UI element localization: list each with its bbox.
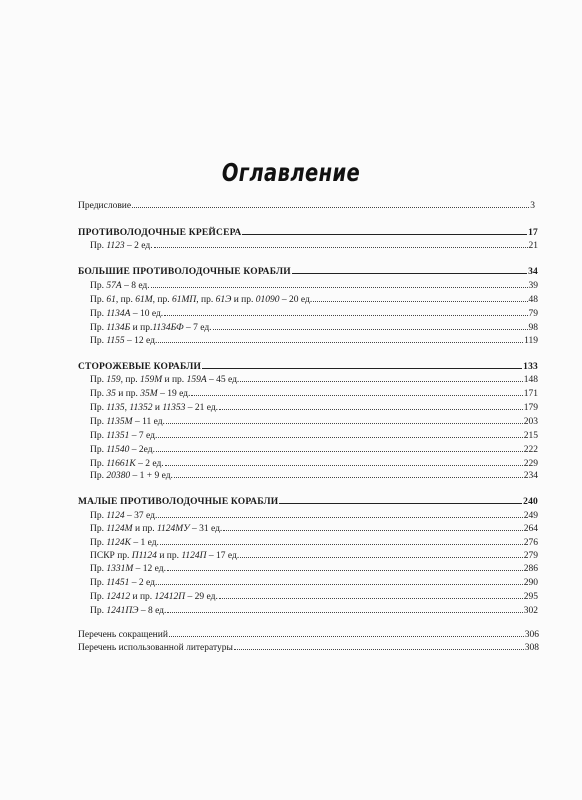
toc-page-number: 79 — [528, 309, 538, 319]
dot-leader — [158, 334, 523, 343]
toc-label-part: Пр. — [90, 281, 107, 291]
dot-leader — [313, 293, 527, 302]
toc-page-number: 264 — [523, 524, 538, 534]
toc-entry-label — [90, 510, 157, 522]
toc-page-number: 286 — [523, 564, 538, 574]
toc-page-number: 119 — [524, 336, 538, 346]
dot-leader — [167, 604, 522, 613]
toc-label-part: Пр. — [90, 524, 107, 534]
toc-label-part: ПРОТИВОЛОДОЧНЫЕ КРЕЙСЕРА — [78, 228, 242, 238]
toc-label-part: 1135М — [106, 417, 133, 427]
toc-page-number: 39 — [528, 281, 538, 291]
toc-label-part: 11540 — [106, 445, 130, 455]
toc-entry-row[interactable] — [90, 293, 538, 305]
toc-entry-label — [90, 374, 239, 386]
dot-leader — [234, 641, 524, 650]
toc-label-part: Пр. — [90, 323, 107, 333]
toc-label-part: , пр. — [115, 295, 136, 305]
toc-label-part: – 7 ед. — [183, 323, 212, 333]
toc-entry-row[interactable] — [90, 509, 538, 521]
dot-leader — [151, 279, 528, 288]
toc-label-part: – 20 ед. — [279, 295, 313, 305]
toc-entry-label — [90, 550, 239, 562]
toc-label-part: 1134Б — [106, 323, 131, 333]
dot-leader — [242, 226, 527, 235]
toc-label-part: и пр. — [130, 323, 153, 333]
toc-label-part: ПСКР пр. — [90, 551, 132, 561]
toc-page-number: 21 — [528, 241, 538, 251]
toc-entry-row[interactable] — [90, 279, 538, 291]
toc-entry-label — [90, 577, 157, 589]
toc-label-part: Пр. — [90, 538, 107, 548]
toc-label-part: Пр. — [90, 445, 107, 455]
dot-leader — [154, 239, 528, 248]
toc-label-part: 11661К — [106, 459, 136, 469]
toc-entry-label — [78, 642, 233, 654]
dot-leader — [166, 415, 523, 424]
toc-label-part: 1135 — [106, 403, 125, 413]
toc-label-part: 1124П — [181, 551, 207, 561]
toc-label-part: Пр. — [90, 471, 107, 481]
toc-page-number: 302 — [523, 606, 538, 616]
toc-label-part: 11451 — [106, 578, 130, 588]
toc-label-part: МАЛЫЕ ПРОТИВОЛОДОЧНЫЕ КОРАБЛИ — [78, 497, 279, 507]
toc-label-part: и пр. — [115, 389, 141, 399]
toc-label-part: 1124МУ — [157, 524, 190, 534]
toc-label-part: – 37 ед. — [124, 511, 158, 521]
toc-label-part: Пр. — [90, 606, 107, 616]
toc-entry-label — [90, 388, 190, 400]
toc-label-part: СТОРОЖЕВЫЕ КОРАБЛИ — [78, 362, 202, 372]
toc-label-part: , — [124, 403, 130, 413]
toc-label-part: Пр. — [90, 336, 107, 346]
toc-label-part: 1124М — [106, 524, 133, 534]
toc-label-part: 1134А — [106, 309, 131, 319]
toc-label-part: 20380 — [106, 471, 131, 481]
toc-label-part: 61М — [135, 295, 153, 305]
toc-page-number: 306 — [524, 630, 539, 640]
toc-label-part: – 12 ед. — [133, 564, 166, 574]
dot-leader — [174, 469, 523, 478]
dot-leader — [223, 522, 522, 531]
toc-entry-label — [90, 240, 153, 252]
toc-page-number: 98 — [528, 323, 538, 333]
toc-label-part: Пр. — [90, 389, 107, 399]
toc-entry-row[interactable] — [90, 522, 538, 534]
toc-label-part: 159А — [186, 375, 207, 385]
toc-label-part: Предисловие — [78, 201, 132, 211]
dot-leader — [158, 509, 522, 518]
toc-label-part: – 11 ед. — [132, 417, 165, 427]
dot-leader — [165, 457, 523, 466]
toc-entry-row[interactable] — [90, 429, 538, 441]
toc-section-row[interactable] — [78, 226, 538, 238]
toc-label-part: 1331М — [106, 564, 134, 574]
toc-label-part: – 19 ед. — [157, 389, 191, 399]
toc-label-part: Пр. — [90, 431, 107, 441]
toc-entry-row[interactable] — [78, 641, 539, 653]
toc-entry-row[interactable] — [90, 307, 538, 319]
toc-label-part: 1124К — [106, 538, 131, 548]
toc-page-number: 222 — [523, 445, 538, 455]
toc-entry-label — [78, 200, 131, 212]
dot-leader — [240, 549, 523, 558]
toc-entry-row[interactable] — [90, 549, 538, 561]
toc-label-part: , пр. — [152, 295, 172, 305]
toc-label-part: Пр. — [90, 417, 107, 427]
dot-leader — [292, 265, 527, 274]
toc-label-part: и — [152, 403, 163, 413]
toc-entry-row[interactable] — [90, 576, 538, 588]
toc-label-part: Пр. — [90, 309, 107, 319]
toc-label-part: – 8 ед. — [121, 281, 150, 291]
toc-label-part: 1134БФ — [152, 323, 184, 333]
toc-entry-label — [78, 629, 168, 641]
toc-entry-label — [90, 335, 157, 347]
dot-leader — [219, 401, 523, 410]
toc-section-row[interactable] — [78, 265, 538, 277]
toc-label-part: и пр. — [132, 524, 158, 534]
toc-section-row[interactable] — [78, 495, 538, 507]
toc-label-part: 61Э — [215, 295, 232, 305]
toc-label-part: 35 — [106, 389, 116, 399]
toc-page-number: 276 — [523, 538, 538, 548]
toc-label-part: 1124 — [106, 511, 125, 521]
toc-label-part: 11353 — [162, 403, 186, 413]
toc-label-part: П1124 — [131, 551, 157, 561]
toc-entry-row[interactable] — [90, 387, 538, 399]
dot-leader — [191, 387, 522, 396]
toc-entry-label — [90, 470, 173, 482]
toc-label-part: Пр. — [90, 459, 107, 469]
toc-page-number: 308 — [524, 643, 539, 653]
toc-entry-label — [90, 322, 212, 334]
toc-entry-label — [90, 402, 218, 414]
toc-label-part: – 2 ед. — [124, 241, 153, 251]
toc-label-part: , пр. — [120, 375, 140, 385]
toc-label-part: 12412 — [106, 592, 131, 602]
toc-page-number: 215 — [523, 431, 538, 441]
toc-label-part: 1123 — [106, 241, 125, 251]
toc-page-number: 240 — [523, 497, 538, 507]
toc-label-part: – 8 ед. — [138, 606, 167, 616]
toc-entry-label — [78, 266, 291, 278]
dot-leader — [164, 307, 527, 316]
toc-label-part: – 45 ед. — [206, 375, 240, 385]
toc-label-part: 11352 — [129, 403, 153, 413]
toc-label-part: – 1 ед. — [130, 538, 159, 548]
toc-label-part: Перечень сокращений — [78, 630, 168, 640]
toc-entry-row[interactable] — [90, 536, 538, 548]
toc-page-number: 234 — [523, 471, 538, 481]
toc-entry-label — [90, 416, 165, 428]
dot-leader — [202, 360, 522, 369]
toc-entry-row[interactable] — [90, 443, 538, 455]
toc-label-part: – 2 ед. — [129, 578, 158, 588]
toc-label-part: – 31 ед. — [189, 524, 223, 534]
toc-label-part: – 12 ед. — [124, 336, 158, 346]
toc-label-part: 11351 — [106, 431, 130, 441]
toc-label-part: и пр. — [162, 375, 187, 385]
toc-entry-label — [90, 430, 157, 442]
toc-section-row[interactable] — [78, 360, 538, 372]
toc-label-part: 61МП — [171, 295, 197, 305]
toc-page-number: 279 — [523, 551, 538, 561]
toc-label-part: 1155 — [106, 336, 125, 346]
dot-leader — [240, 373, 522, 382]
dot-leader — [279, 495, 522, 504]
toc-entry-label — [78, 227, 241, 239]
toc-page-number: 290 — [523, 578, 538, 588]
toc-entry-label — [90, 563, 166, 575]
toc-page-number: 148 — [523, 375, 538, 385]
toc-entry-row[interactable] — [78, 199, 535, 211]
toc-entry-label — [90, 605, 166, 617]
toc-entry-row[interactable] — [90, 415, 538, 427]
toc-page-number: 48 — [528, 295, 538, 305]
toc-label-part: , пр. — [196, 295, 216, 305]
toc-label-part: Пр. — [90, 578, 107, 588]
toc-page-number: 179 — [523, 403, 538, 413]
toc-page-number: 3 — [530, 201, 535, 211]
toc-entry-row[interactable] — [90, 321, 538, 333]
toc-label-part: и пр. — [130, 592, 155, 602]
toc-entry-row[interactable] — [78, 628, 539, 640]
toc-entry-row[interactable] — [90, 469, 538, 481]
toc-entry-label — [90, 294, 312, 306]
toc-label-part: Пр. — [90, 295, 107, 305]
page-title: Оглавление — [221, 158, 361, 187]
toc-label-part: Пр. — [90, 375, 107, 385]
toc-label-part: Пр. — [90, 241, 107, 251]
toc-entry-row[interactable] — [90, 239, 538, 251]
toc-entry-row[interactable] — [90, 334, 538, 346]
toc-page-number: 229 — [523, 459, 538, 469]
toc-entry-label — [90, 444, 155, 456]
toc-label-part: и пр. — [156, 551, 182, 561]
dot-leader — [169, 628, 524, 637]
toc-entry-row[interactable] — [90, 604, 538, 616]
toc-label-part: – 17 ед. — [206, 551, 240, 561]
toc-page-number: 249 — [523, 511, 538, 521]
toc-entry-label — [90, 308, 163, 320]
dot-leader — [213, 321, 528, 330]
toc-entry-row[interactable] — [90, 562, 538, 574]
toc-label-part: – 29 ед. — [185, 592, 218, 602]
toc-label-part: – 7 ед. — [129, 431, 158, 441]
dot-leader — [132, 199, 529, 208]
dot-leader — [158, 576, 522, 585]
toc-label-part: БОЛЬШИЕ ПРОТИВОЛОДОЧНЫЕ КОРАБЛИ — [78, 267, 291, 277]
toc-label-part: 01090 — [255, 295, 280, 305]
toc-page-number: 34 — [528, 267, 538, 277]
toc-label-part: – 21 ед. — [185, 403, 219, 413]
toc-label-part: 57А — [106, 281, 122, 291]
toc-page-number: 171 — [523, 389, 538, 399]
dot-leader — [156, 443, 523, 452]
toc-label-part: – 10 ед. — [130, 309, 164, 319]
toc-entry-label — [90, 280, 150, 292]
toc-label-part: 61 — [106, 295, 116, 305]
toc-entry-row[interactable] — [90, 373, 538, 385]
toc-label-part: Перечень использованной литературы — [78, 643, 233, 653]
toc-page-number: 17 — [528, 228, 538, 238]
toc-label-part: 159М — [139, 375, 163, 385]
toc-entry-row[interactable] — [90, 590, 538, 602]
dot-leader — [219, 590, 523, 599]
toc-label-part: Пр. — [90, 592, 107, 602]
toc-entry-row[interactable] — [90, 457, 538, 469]
toc-label-part: – 1 + 9 ед. — [130, 471, 173, 481]
toc-label-part: Пр. — [90, 511, 107, 521]
toc-label-part: – 2ед. — [129, 445, 155, 455]
toc-entry-row[interactable] — [90, 401, 538, 413]
toc-entry-label — [90, 523, 222, 535]
dot-leader — [158, 429, 522, 438]
toc-entry-label — [78, 496, 278, 508]
toc-label-part: 1241ПЭ — [106, 606, 139, 616]
toc-page-number: 203 — [523, 417, 538, 427]
toc-label-part: Пр. — [90, 564, 107, 574]
toc-entry-label — [90, 537, 159, 549]
toc-page-number: 295 — [523, 592, 538, 602]
toc-label-part: – 2 ед. — [135, 459, 164, 469]
toc-label-part: 159 — [106, 375, 121, 385]
toc-label-part: 12412П — [154, 592, 186, 602]
toc-page-number: 133 — [523, 362, 538, 372]
toc-entry-label — [90, 591, 218, 603]
toc-entry-label — [78, 361, 201, 373]
toc-label-part: и пр. — [231, 295, 256, 305]
dot-leader — [167, 562, 523, 571]
dot-leader — [160, 536, 523, 545]
toc-label-part: Пр. — [90, 403, 107, 413]
toc-label-part: 35М — [140, 389, 158, 399]
